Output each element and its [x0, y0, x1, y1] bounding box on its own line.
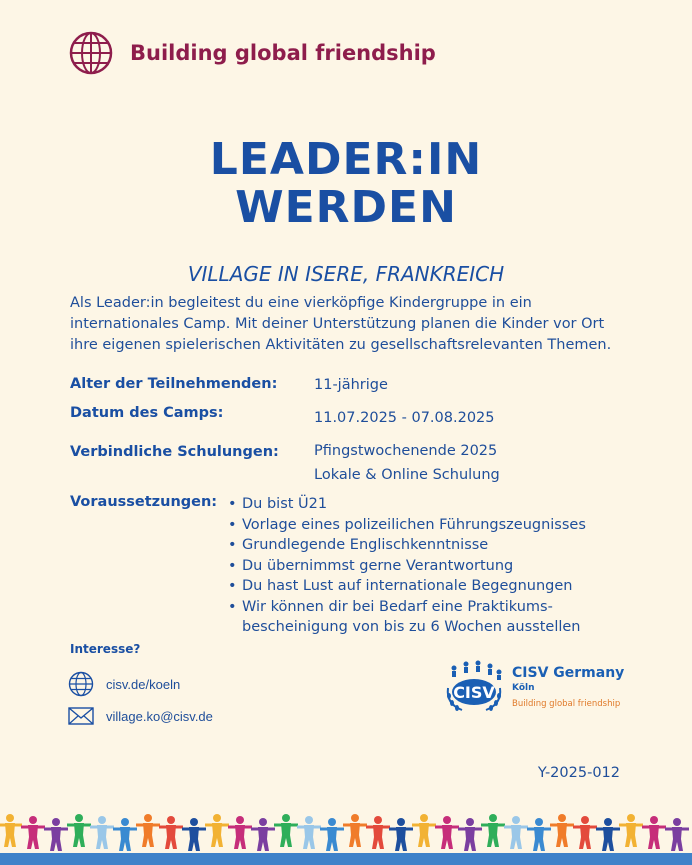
- list-item: • Vorlage eines polizeilichen Führungszeugnisses: [228, 515, 628, 536]
- email-contact[interactable]: [68, 703, 213, 729]
- header-tagline: Building global friendship: [130, 41, 436, 65]
- cisv-mark: CISV: [453, 683, 495, 702]
- list-item: • Du hast Lust auf internationale Begegnungen: [228, 576, 628, 597]
- person-figure: [44, 818, 68, 851]
- person-figure: [619, 814, 643, 847]
- training-value-2: Lokale & Online Schulung: [314, 467, 500, 483]
- person-figure: [642, 816, 666, 849]
- age-value: 11-jährige: [314, 377, 388, 393]
- logo-tagline: Building global friendship: [512, 699, 621, 709]
- website-link[interactable]: cisv.de/koeln: [106, 676, 181, 692]
- mail-icon: [68, 703, 94, 729]
- list-item: • Du übernimmst gerne Verantwortung: [228, 556, 628, 577]
- interest-heading: Interesse?: [70, 642, 141, 656]
- list-item: • Wir können dir bei Bedarf eine Praktikums-bescheinigung von bis zu 6 Wochen ausstellen: [228, 597, 628, 638]
- person-figure: [320, 818, 344, 851]
- person-figure: [389, 818, 413, 851]
- person-figure: [67, 814, 91, 847]
- globe-icon: [68, 671, 94, 697]
- person-figure: [366, 816, 390, 849]
- list-item: • Du bist Ü21: [228, 494, 628, 515]
- person-figure: [21, 816, 45, 849]
- person-figure: [435, 816, 459, 849]
- person-figure: [481, 814, 505, 847]
- age-label: Alter der Teilnehmenden:: [70, 376, 278, 392]
- person-figure: [596, 818, 620, 851]
- person-figure: [458, 818, 482, 851]
- person-figure: [0, 814, 22, 847]
- person-figure: [665, 818, 689, 851]
- person-figure: [228, 816, 252, 849]
- logo-city: Köln: [512, 683, 535, 693]
- person-figure: [550, 814, 574, 847]
- person-figure: [527, 818, 551, 851]
- logo-org: CISV Germany: [512, 665, 625, 681]
- header: [68, 30, 436, 76]
- title-line-2: WERDEN: [235, 182, 457, 233]
- person-figure: [412, 814, 436, 847]
- person-figure: [504, 816, 528, 849]
- intro-text: Als Leader:in begleitest du eine vierköpfige Kindergruppe in ein internationales Camp. Mit deiner Unterstützung planen die Kinder vor Ort ihre eigenen spielerischen Aktivitäten zu gesellschaftsrelevanten Themen.: [70, 295, 612, 353]
- page-title: [0, 136, 692, 232]
- person-figure: [573, 816, 597, 849]
- person-figure: [297, 816, 321, 849]
- person-figure: [205, 814, 229, 847]
- date-value: 11.07.2025 - 07.08.2025: [314, 410, 495, 426]
- date-label: Datum des Camps:: [70, 405, 224, 421]
- person-figure: [251, 818, 275, 851]
- cisv-logo-icon: [440, 658, 508, 716]
- cisv-logo: [440, 658, 624, 716]
- person-figure: [343, 814, 367, 847]
- globe-icon: [68, 30, 114, 76]
- person-figure: [113, 818, 137, 851]
- requirements-list: [228, 494, 628, 638]
- people-chain-decoration: [0, 803, 692, 865]
- website-contact[interactable]: [68, 671, 180, 697]
- title-line-1: LEADER:IN: [209, 134, 483, 185]
- requirements-label: Voraussetzungen:: [70, 494, 218, 510]
- training-value-1: Pfingstwochenende 2025: [314, 443, 498, 459]
- person-figure: [274, 814, 298, 847]
- person-figure: [182, 818, 206, 851]
- person-figure: [159, 816, 183, 849]
- email-link[interactable]: village.ko@cisv.de: [106, 708, 213, 724]
- subtitle: VILLAGE IN ISERE, FRANKREICH: [187, 262, 505, 286]
- reference-code: Y-2025-012: [537, 765, 620, 781]
- person-figure: [90, 816, 114, 849]
- training-label: Verbindliche Schulungen:: [70, 444, 279, 460]
- list-item: • Grundlegende Englischkenntnisse: [228, 535, 628, 556]
- person-figure: [136, 814, 160, 847]
